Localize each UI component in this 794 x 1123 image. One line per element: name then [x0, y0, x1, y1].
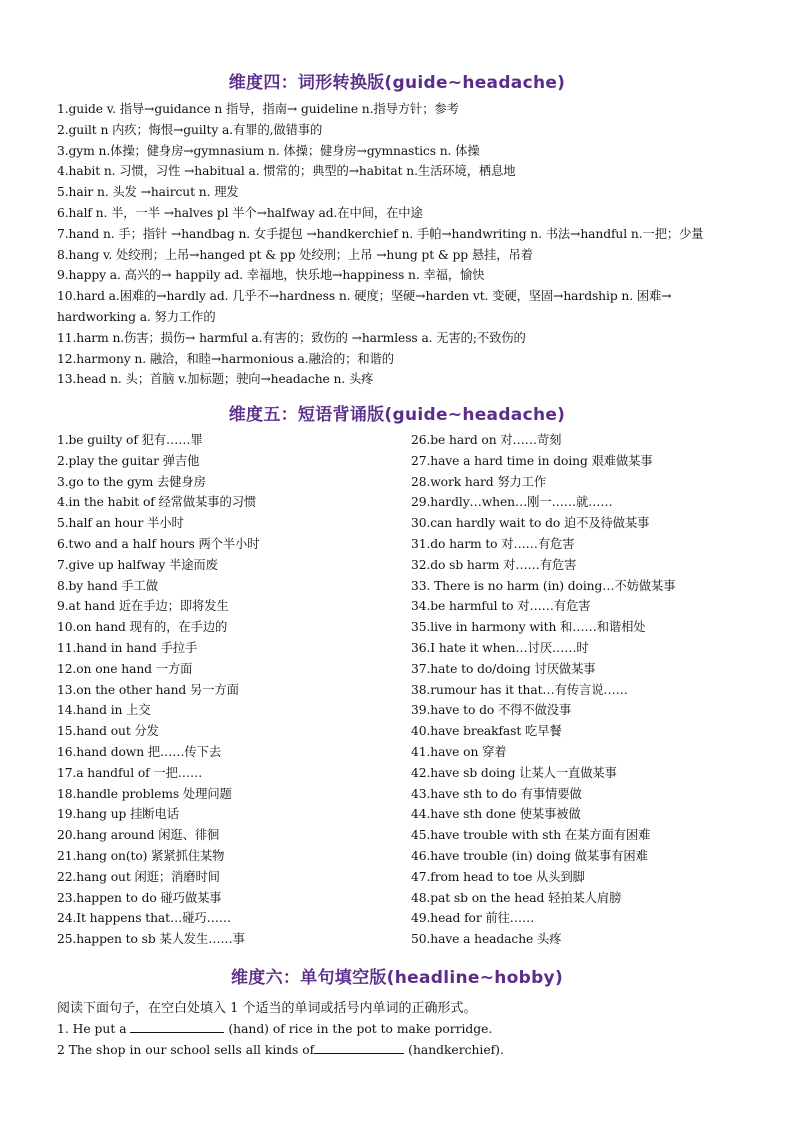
section6-title: 维度六：单句填空版(headline~hobby): [230, 968, 564, 988]
phrase-item: 20.hang around 闲逛、徘徊: [57, 828, 220, 843]
phrase-item: 4.in the habit of 经常做某事的习惯: [57, 495, 257, 510]
phrase-item: 47.from head to toe 从头到脚: [411, 869, 585, 884]
phrase-item: 39.have to do 不得不做没事: [411, 703, 572, 718]
section4-title: 维度四：词形转换版(guide~headache): [228, 73, 566, 93]
vocab-line: 2.guilt n 内疚；悔恨→guilty a.有罪的,做错事的: [57, 122, 323, 137]
phrase-item: 46.have trouble (in) doing 做某事有困难: [411, 848, 648, 863]
phrase-column-right: [411, 430, 751, 950]
phrase-item: 28.work hard 努力工作: [411, 474, 547, 489]
exercise-question: [57, 1020, 492, 1036]
phrase-item: 3.go to the gym 去健身房: [57, 474, 206, 489]
phrase-item: 12.on one hand 一方面: [57, 661, 193, 676]
question-text-after: (hand) of rice in the pot to make porridge.: [224, 1022, 493, 1036]
phrase-item: 37.hate to do/doing 讨厌做某事: [411, 661, 596, 676]
phrase-item: 22.hang out 闲逛；消磨时间: [57, 869, 220, 884]
vocab-line: 11.harm n.伤害；损伤→ harmful a.有害的；致伤的 →harmless a. 无害的;不致伤的: [57, 330, 526, 345]
phrase-item: 7.give up halfway 半途而废: [57, 557, 218, 572]
phrase-item: 43.have sth to do 有事情要做: [411, 786, 582, 801]
exercise-question: [57, 1041, 504, 1057]
question-text-after: (handkerchief).: [404, 1043, 504, 1057]
phrase-item: 24.It happens that…碰巧……: [57, 911, 231, 926]
phrase-item: 26.be hard on 对……苛刻: [411, 433, 562, 447]
answer-blank[interactable]: [314, 1041, 404, 1054]
phrase-item: 33. There is no harm (in) doing…不妨做某事: [411, 578, 676, 593]
vocab-line: 9.happy a. 高兴的→ happily ad. 幸福地，快乐地→happiness n. 幸福，愉快: [57, 268, 485, 283]
phrase-item: 34.be harmful to 对……有危害: [411, 599, 591, 614]
phrase-item: 42.have sb doing 让某人一直做某事: [411, 765, 617, 780]
phrase-item: 48.pat sb on the head 轻拍某人肩膀: [411, 890, 622, 905]
vocab-line: 12.harmony n. 融洽，和睦→harmonious a.融洽的；和谐的: [57, 351, 394, 366]
phrase-item: 18.handle problems 处理问题: [57, 786, 232, 801]
phrase-item: 23.happen to do 碰巧做某事: [57, 890, 222, 905]
vocab-line: 6.half n. 半，一半 →halves pl 半个→halfway ad.在中间，在中途: [57, 205, 423, 220]
phrase-item: 11.hand in hand 手拉手: [57, 640, 198, 655]
phrase-item: 44.have sth done 使某事被做: [411, 807, 581, 822]
phrase-item: 5.half an hour 半小时: [57, 516, 184, 531]
vocab-line: 4.habit n. 习惯，习性 →habitual a. 惯常的；典型的→habitat n.生活环境，栖息地: [57, 164, 516, 179]
phrase-column-left: [57, 430, 402, 950]
phrase-item: 17.a handful of 一把……: [57, 765, 203, 780]
vocab-list: [57, 99, 757, 390]
vocab-line: 1.guide v. 指导→guidance n 指导，指南→ guideline n.指导方针；参考: [57, 102, 459, 116]
phrase-item: 9.at hand 近在手边；即将发生: [57, 599, 229, 614]
phrase-item: 31.do harm to 对……有危害: [411, 536, 575, 551]
section5-title: 维度五：短语背诵版(guide~headache): [228, 405, 566, 425]
vocab-line: 10.hard a.困难的→hardly ad. 几乎不→hardness n. 硬度；坚硬→harden vt. 变硬，坚固→hardship n. 困难→: [57, 289, 672, 304]
phrase-item: 35.live in harmony with 和……和谐相处: [411, 620, 646, 635]
phrase-item: 19.hang up 挂断电话: [57, 807, 179, 822]
phrase-item: 40.have breakfast 吃早餐: [411, 724, 562, 739]
vocab-line: 13.head n. 头；首脑 v.加标题；驶向→headache n. 头疼: [57, 372, 374, 387]
vocab-line: 7.hand n. 手；指针 →handbag n. 女手提包 →handkerchief n. 手帕→handwriting n. 书法→handful n.一把；少量: [57, 226, 704, 241]
phrase-item: 16.hand down 把……传下去: [57, 744, 222, 759]
phrase-item: 15.hand out 分发: [57, 724, 159, 739]
vocab-line: hardworking a. 努力工作的: [57, 309, 216, 324]
vocab-line: 8.hang v. 处绞刑；上吊→hanged pt & pp 处绞刑；上吊 →hung pt & pp 悬挂，吊着: [57, 247, 533, 262]
phrase-item: 6.two and a half hours 两个半小时: [57, 536, 260, 551]
phrase-item: 13.on the other hand 另一方面: [57, 682, 239, 697]
phrase-item: 14.hand in 上交: [57, 703, 151, 718]
phrase-item: 1.be guilty of 犯有……罪: [57, 433, 203, 447]
phrase-item: 30.can hardly wait to do 迫不及待做某事: [411, 516, 650, 531]
phrase-item: 10.on hand 现有的，在手边的: [57, 620, 228, 635]
phrase-item: 21.hang on(to) 紧紧抓住某物: [57, 848, 225, 863]
phrase-item: 41.have on 穿着: [411, 744, 507, 759]
phrase-item: 50.have a headache 头疼: [411, 932, 562, 947]
exercise-instruction: 阅读下面句子，在空白处填入 1 个适当的单词或括号内单词的正确形式。: [57, 1001, 477, 1016]
vocab-line: 3.gym n.体操；健身房→gymnasium n. 体操；健身房→gymnastics n. 体操: [57, 143, 480, 158]
question-text-before: 2 The shop in our school sells all kinds of: [57, 1043, 315, 1057]
phrase-item: 25.happen to sb 某人发生……事: [57, 932, 245, 947]
phrase-item: 27.have a hard time in doing 艰难做某事: [411, 453, 653, 468]
vocab-line: 5.hair n. 头发 →haircut n. 理发: [57, 185, 239, 200]
phrase-item: 29.hardly…when…刚一……就……: [411, 495, 613, 510]
phrase-item: 8.by hand 手工做: [57, 578, 159, 593]
phrase-item: 36.I hate it when…讨厌……时: [411, 640, 589, 655]
phrase-item: 38.rumour has it that…有传言说……: [411, 682, 628, 697]
phrase-item: 2.play the guitar 弹吉他: [57, 453, 200, 468]
answer-blank[interactable]: [130, 1020, 224, 1033]
phrase-item: 45.have trouble with sth 在某方面有困难: [411, 828, 651, 843]
phrase-item: 49.head for 前往……: [411, 911, 535, 926]
phrase-item: 32.do sb harm 对……有危害: [411, 557, 577, 572]
question-text-before: 1. He put a: [57, 1022, 131, 1036]
